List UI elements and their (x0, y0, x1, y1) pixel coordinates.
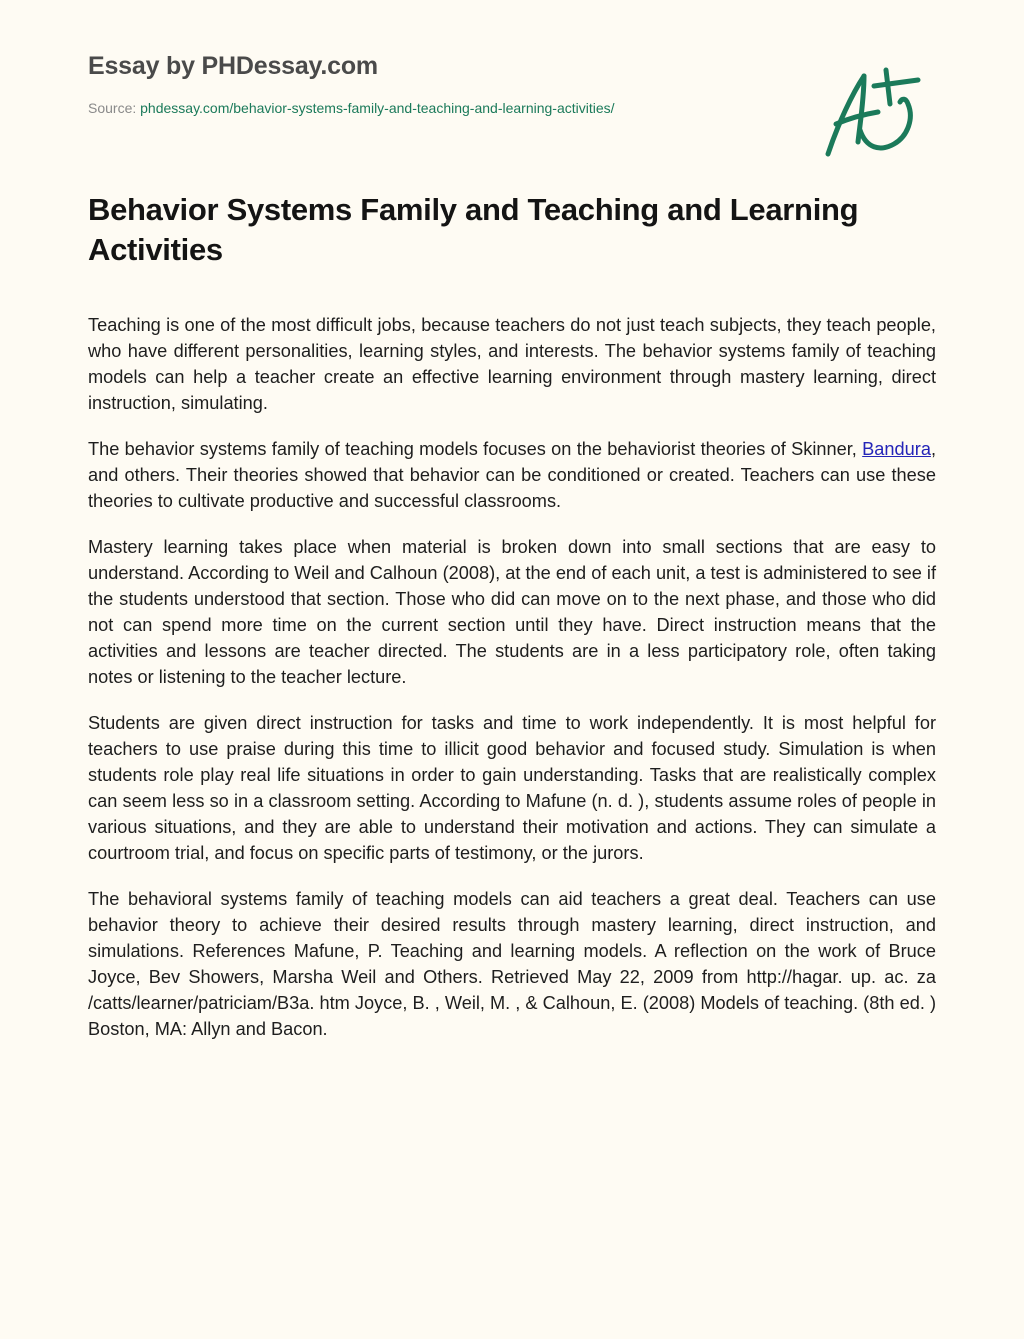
essay-paragraph: Students are given direct instruction for tasks and time to work independently. It is most helpful for teachers to use praise during this time to illicit good behavior and focused study. Simulation is when students role play real life situations in order to gain understanding. Tasks that are realistically complex can seem less so in a classroom setting. According to Mafune (n. d. ), students assume roles of people in various situations, and they are able to understand their motivation and actions. They can simulate a courtroom trial, and focus on specific parts of testimony, or the jurors. (88, 713, 936, 863)
paragraph-text: The behavior systems family of teaching models focuses on the behaviorist theories of Skinner, (88, 439, 863, 459)
source-url-link[interactable]: phdessay.com/behavior-systems-family-and-teaching-and-learning-activities/ (140, 100, 615, 116)
essay-paragraph: Mastery learning takes place when material is broken down into small sections that are easy to understand. According to Weil and Calhoun (2008), at the end of each unit, a test is administered to see if the students understood that section. Those who did can move on to the next phase, and those who did not can spend more time on the current section until they have. Direct instruction means that the activities and lessons are teacher directed. The students are in a less participatory role, often taking notes or listening to the teacher lecture. (88, 537, 936, 687)
site-title: Essay by PHDessay.com (88, 52, 378, 80)
essay-paragraph: The behavioral systems family of teaching models can aid teachers a great deal. Teachers can use behavior theory to achieve their desired results through mastery learning, direct instruction, and simulations. References Mafune, P. Teaching and learning models. A reflection on the work of Bruce Joyce, Bev Showers, Marsha Weil and Others. Retrieved May 22, 2009 from http://hagar. up. ac. za /catts/learner/patriciam/B3a. htm Joyce, B. , Weil, M. , & Calhoun, E. (2008) Models of teaching. (8th ed. ) Boston, MA: Allyn and Bacon. (88, 889, 936, 1039)
essay-paragraph: Teaching is one of the most difficult jobs, because teachers do not just teach subjects, they teach people, who have different personalities, learning styles, and interests. The behavior systems family of teaching models can help a teacher create an effective learning environment through mastery learning, direct instruction, simulating. (88, 315, 936, 413)
source-line (88, 98, 788, 118)
page-header (88, 48, 788, 118)
source-label: Source: (88, 100, 141, 116)
essay-paragraph (88, 436, 936, 514)
bandura-link[interactable]: Bandura (862, 439, 931, 459)
essay-body (88, 312, 936, 1062)
page-title: Behavior Systems Family and Teaching and Learning Activities (88, 192, 859, 267)
a-plus-grade-icon (822, 64, 932, 164)
paragraph-text: , and others. Their theories showed that behavior can be conditioned or created. Teachers can use these theories to cultivate productive and successful classrooms. (88, 439, 936, 511)
